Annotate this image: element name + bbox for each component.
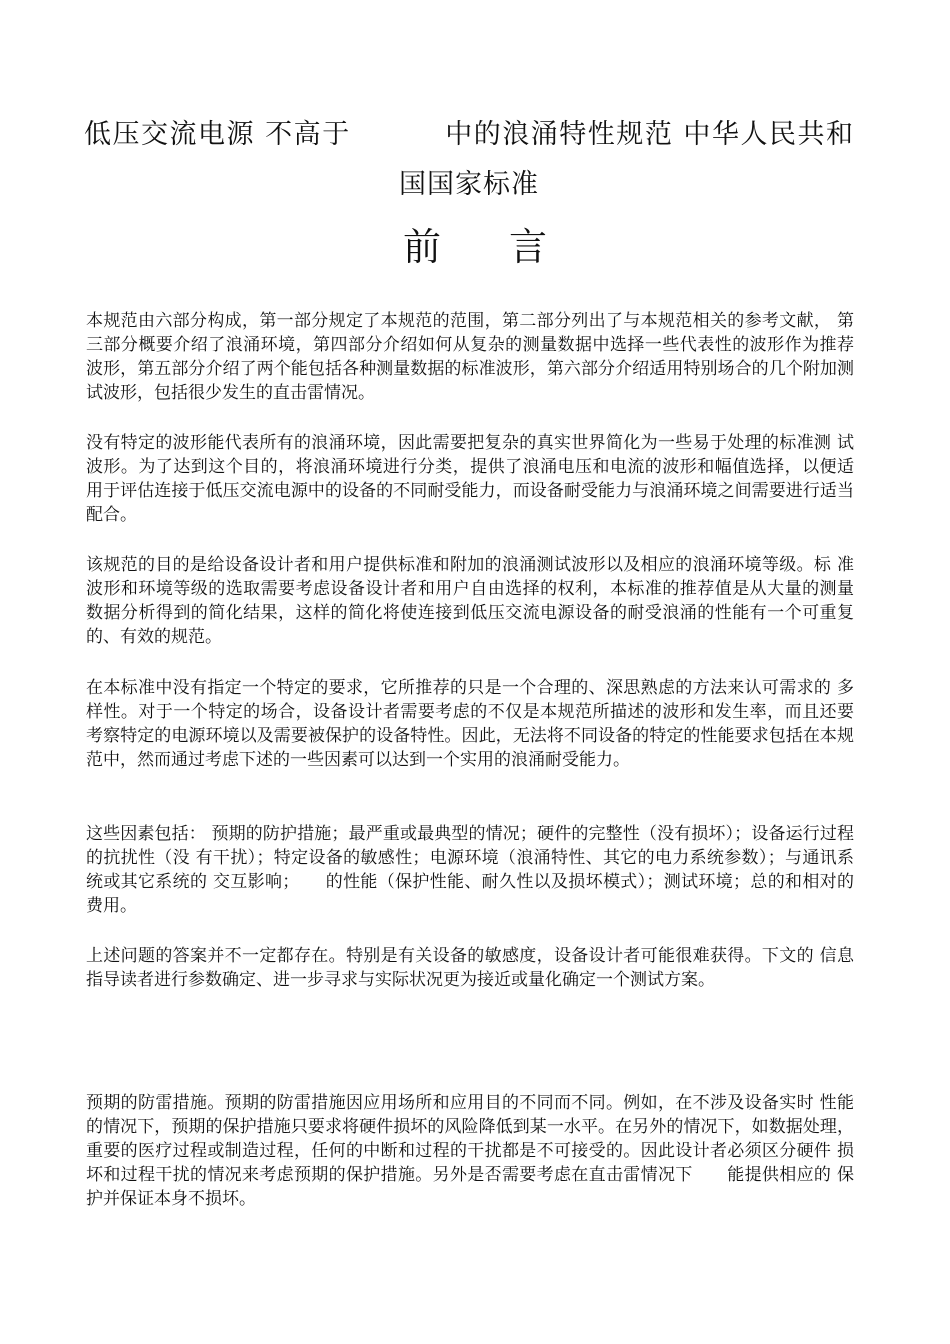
title-part-1: 低压交流电源 不高于 xyxy=(84,119,351,150)
paragraph-waveforms: 没有特定的波形能代表所有的浪涌环境，因此需要把复杂的真实世界简化为一些易于处理的标准测 试波形。为了达到这个目的，将浪涌环境进行分类，提供了浪涌电压和电流的波形和幅值选择，以便适 用于评估连接于低压交流电源中的设备的不同耐受能力，而设备耐受能力与浪涌环境之间需要进行适当 配合。 xyxy=(86,433,854,525)
paragraph-requirements: 在本标准中没有指定一个特定的要求，它所推荐的只是一个合理的、深思熟虑的方法来认可需求的 多样性。对于一个特定的场合，设备设计者需要考虑的不仅是本规范所描述的波形和发生率，而且还要 考察特定的电源环境以及需要被保护的设备特性。因此，无法将不同设备的特定的性能要求包括在本规 范中，然而通过考虑下述的一些因素可以达到一个实用的浪涌耐受能力。 xyxy=(86,678,854,770)
paragraph-answers: 上述问题的答案并不一定都存在。特别是有关设备的敏感度，设备设计者可能很难获得。下文的 信息指导读者进行参数确定、进一步寻求与实际状况更为接近或量化确定一个测试方案。 xyxy=(86,946,854,990)
section-heading-preface: 前 言 xyxy=(402,225,576,269)
document-title xyxy=(84,110,854,210)
title-part-2: 中的浪涌特性规范 中华人民共和国国家标准 xyxy=(399,119,854,200)
paragraph-lightning-protection: 预期的防雷措施。预期的防雷措施因应用场所和应用目的不同而不同。例如，在不涉及设备实时 性能的情况下，预期的保护措施只要求将硬件损坏的风险降低到某一水平。在另外的情况下，如数据处理，重要的医疗过程或制造过程，任何的中断和过程的干扰都是不可接受的。因此设计者必须区分硬件 损坏和过程干扰的情况来考虑预期的保护措施。另外是否需要考虑在直击雷情况下 能提供相应的 保护并保证本身不损坏。 xyxy=(86,1093,854,1209)
paragraph-structure: 本规范由六部分构成，第一部分规定了本规范的范围，第二部分列出了与本规范相关的参考文献， 第三部分概要介绍了浪涌环境，第四部分介绍如何从复杂的测量数据中选择一些代表性的波形作为推荐 波形，第五部分介绍了两个能包括各种测量数据的标准波形，第六部分介绍适用特别场合的几个附加测 试波形，包括很少发生的直击雷情况。 xyxy=(86,311,854,403)
paragraph-purpose: 该规范的目的是给设备设计者和用户提供标准和附加的浪涌测试波形以及相应的浪涌环境等级。标 准波形和环境等级的选取需要考虑设备设计者和用户自由选择的权利，本标准的推荐值是从大量的测量 数据分析得到的简化结果，这样的简化将使连接到低压交流电源设备的耐受浪涌的性能有一个可重复 的、有效的规范。 xyxy=(86,555,854,647)
paragraph-factors: 这些因素包括： 预期的防护措施；最严重或最典型的情况；硬件的完整性（没有损坏）；设备运行过程的抗扰性（没 有干扰）；特定设备的敏感性；电源环境（浪涌特性、其它的电力系统参数）；与通讯系统或其它系统的 交互影响； 的性能（保护性能、耐久性以及损坏模式）；测试环境；总的和相对的费用。 xyxy=(86,824,854,916)
